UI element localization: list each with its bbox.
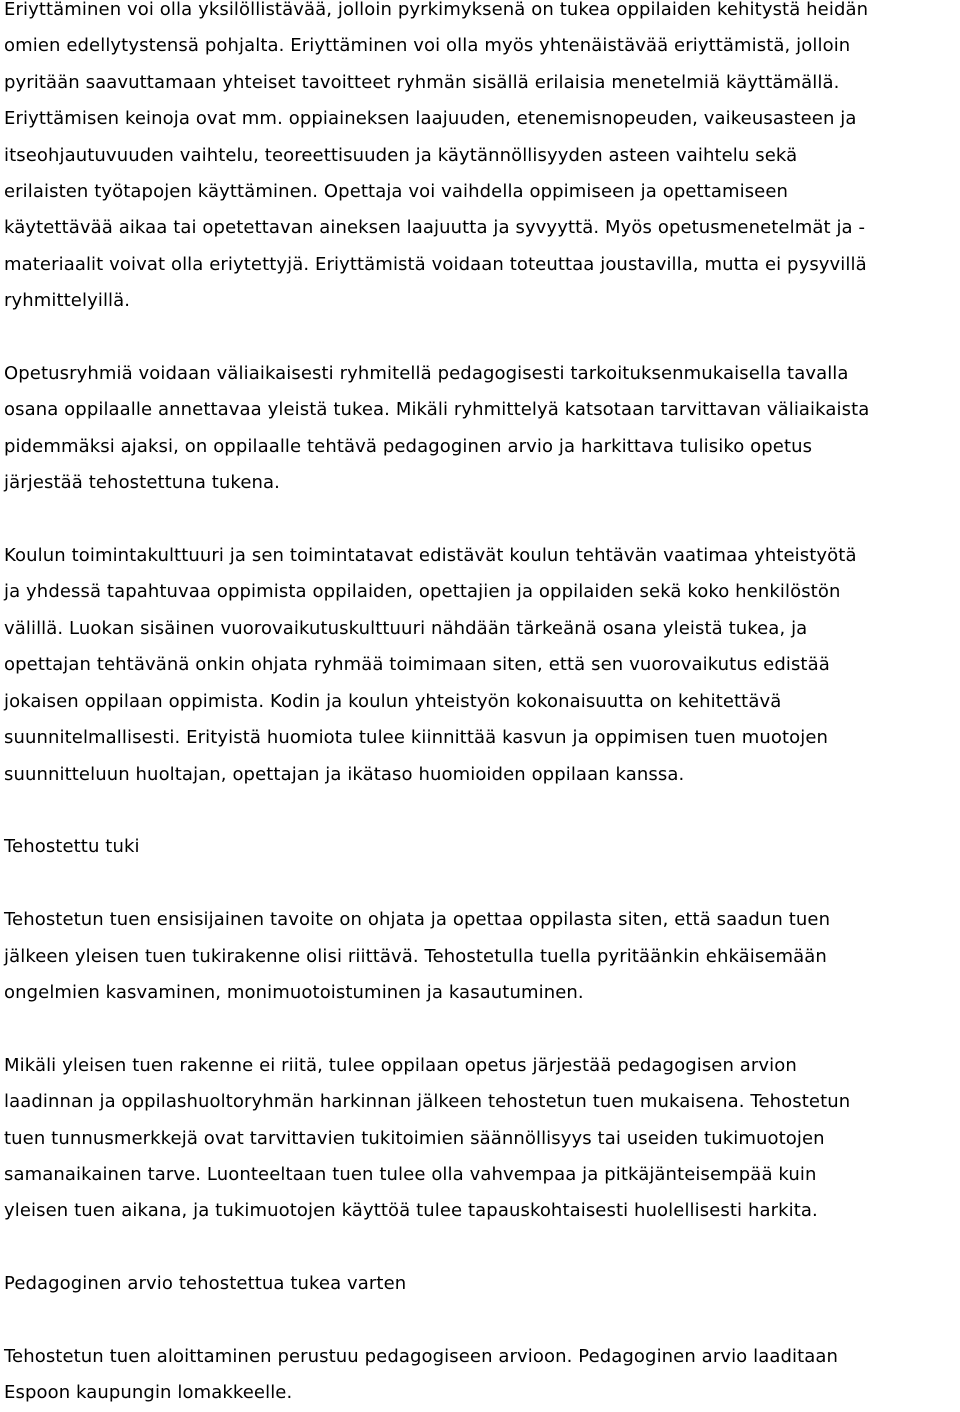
text-line: käytettävää aikaa tai opetettavan aineksen laajuutta ja syvyyttä. Myös opetusmenetelmät ja - bbox=[4, 217, 866, 239]
heading-line: Pedagoginen arvio tehostettua tukea varten bbox=[4, 1273, 407, 1295]
paragraph-enhanced-support-criteria bbox=[4, 1048, 959, 1230]
heading-line: Tehostettu tuki bbox=[4, 836, 140, 858]
paragraph-pedagogical-assessment bbox=[4, 1339, 959, 1412]
text-line: Espoon kaupungin lomakkeelle. bbox=[4, 1382, 293, 1404]
text-line: Eriyttäminen voi olla yksilöllistävää, jolloin pyrkimyksenä on tukea oppilaiden kehitystä heidän bbox=[4, 0, 869, 20]
text-line: pidemmäksi ajaksi, on oppilaalle tehtävä pedagoginen arvio ja harkittava tulisiko opetus bbox=[4, 435, 813, 457]
text-line: itseohjautuvuuden vaihtelu, teoreettisuuden ja käytännöllisyyden asteen vaihtelu sekä bbox=[4, 144, 798, 166]
paragraph-spacer bbox=[4, 866, 959, 902]
text-line: järjestää tehostettuna tukena. bbox=[4, 472, 280, 494]
paragraph-school-culture bbox=[4, 538, 959, 793]
text-line: Koulun toimintakulttuuri ja sen toimintatavat edistävät koulun tehtävän vaatimaa yhteistyötä bbox=[4, 545, 857, 567]
paragraph-spacer bbox=[4, 320, 959, 356]
paragraph-spacer bbox=[4, 793, 959, 829]
paragraph-spacer bbox=[4, 1303, 959, 1339]
text-line: jälkeen yleisen tuen tukirakenne olisi riittävä. Tehostetulla tuella pyritäänkin ehkäisemään bbox=[4, 945, 827, 967]
text-line: Eriyttämisen keinoja ovat mm. oppiaineksen laajuuden, etenemisnopeuden, vaikeusasteen ja bbox=[4, 108, 857, 130]
paragraph-enhanced-support-goal bbox=[4, 902, 959, 1011]
section-heading-pedagoginen-arvio bbox=[4, 1266, 959, 1302]
text-line: omien edellytystensä pohjalta. Eriyttäminen voi olla myös yhtenäistävää eriyttämistä, jolloin bbox=[4, 35, 851, 57]
text-line: suunnitelmallisesti. Erityistä huomiota tulee kiinnittää kasvun ja oppimisen tuen muotojen bbox=[4, 727, 829, 749]
text-line: Mikäli yleisen tuen rakenne ei riitä, tulee oppilaan opetus järjestää pedagogisen arvion bbox=[4, 1054, 797, 1076]
text-line: ryhmittelyillä. bbox=[4, 290, 131, 312]
paragraph-spacer bbox=[4, 1230, 959, 1266]
paragraph-spacer bbox=[4, 1011, 959, 1047]
text-line: opettajan tehtävänä onkin ohjata ryhmää toimimaan siten, että sen vuorovaikutus edistää bbox=[4, 654, 830, 676]
text-line: osana oppilaalle annettavaa yleistä tukea. Mikäli ryhmittelyä katsotaan tarvittavan väliaikaista bbox=[4, 399, 870, 421]
paragraph-grouping bbox=[4, 356, 959, 502]
text-line: välillä. Luokan sisäinen vuorovaikutuskulttuuri nähdään tärkeänä osana yleistä tukea, ja bbox=[4, 617, 808, 639]
text-line: Tehostetun tuen aloittaminen perustuu pedagogiseen arvioon. Pedagoginen arvio laaditaan bbox=[4, 1345, 839, 1367]
text-line: ongelmien kasvaminen, monimuotoistuminen ja kasautuminen. bbox=[4, 981, 584, 1003]
text-line: Opetusryhmiä voidaan väliaikaisesti ryhmitellä pedagogisesti tarkoituksenmukaisella tavalla bbox=[4, 363, 849, 385]
section-heading-tehostettu-tuki bbox=[4, 829, 959, 865]
text-line: jokaisen oppilaan oppimista. Kodin ja koulun yhteistyön kokonaisuutta on kehitettävä bbox=[4, 690, 782, 712]
text-line: samanaikainen tarve. Luonteeltaan tuen tulee olla vahvempaa ja pitkäjänteisempää kuin bbox=[4, 1163, 817, 1185]
text-line: Tehostetun tuen ensisijainen tavoite on ohjata ja opettaa oppilasta siten, että saadun tuen bbox=[4, 909, 831, 931]
text-line: suunnitteluun huoltajan, opettajan ja ikätaso huomioiden oppilaan kanssa. bbox=[4, 763, 685, 785]
text-line: erilaisten työtapojen käyttäminen. Opettaja voi vaihdella oppimiseen ja opettamiseen bbox=[4, 181, 789, 203]
text-line: pyritään saavuttamaan yhteiset tavoitteet ryhmän sisällä erilaisia menetelmiä käyttämällä. bbox=[4, 71, 840, 93]
text-line: yleisen tuen aikana, ja tukimuotojen käyttöä tulee tapauskohtaisesti huolellisesti harkita. bbox=[4, 1200, 818, 1222]
text-line: tuen tunnusmerkkejä ovat tarvittavien tukitoimien säännöllisyys tai useiden tukimuotojen bbox=[4, 1127, 825, 1149]
text-line: laadinnan ja oppilashuoltoryhmän harkinnan jälkeen tehostetun tuen mukaisena. Tehostetun bbox=[4, 1091, 851, 1113]
text-line: materiaalit voivat olla eriytettyjä. Eriyttämistä voidaan toteuttaa joustavilla, mutta ei pysyvillä bbox=[4, 253, 867, 275]
paragraph-spacer bbox=[4, 502, 959, 538]
paragraph-differentiation bbox=[4, 0, 959, 320]
document-page bbox=[4, 0, 959, 1412]
text-line: ja yhdessä tapahtuvaa oppimista oppilaiden, opettajien ja oppilaiden sekä koko henkilöstön bbox=[4, 581, 841, 603]
